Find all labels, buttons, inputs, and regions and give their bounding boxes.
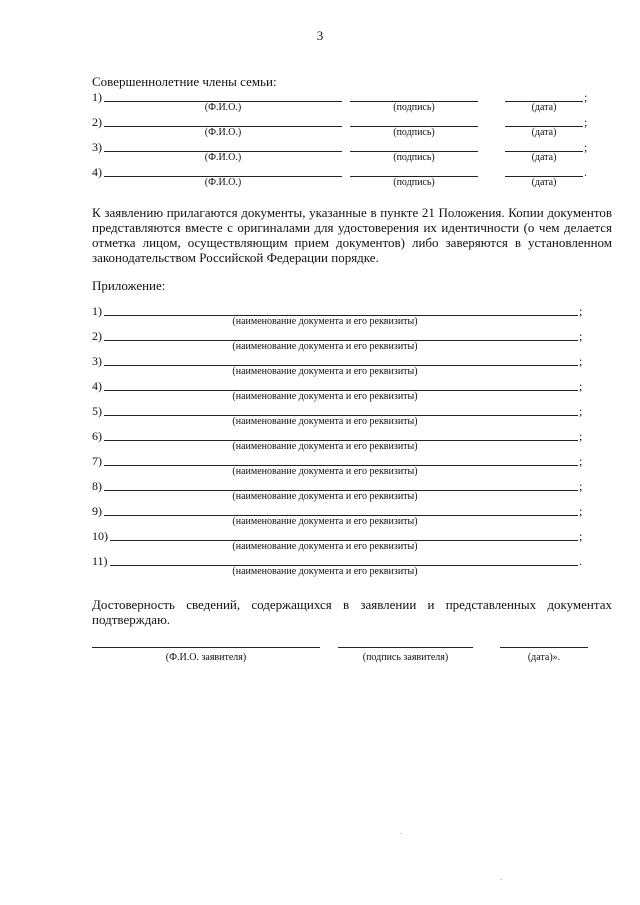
attachment-number: 6) [92, 429, 102, 443]
scan-artifact: . [400, 826, 403, 836]
family-signature-caption: (подпись) [393, 177, 435, 188]
attachment-caption: (наименование документа и его реквизиты) [232, 491, 418, 502]
attachment-number: 8) [92, 479, 102, 493]
applicant-name-line [92, 647, 320, 648]
confirmation-text: Достоверность сведений, содержащихся в заявлении и представленных документах подтверждаю. [92, 597, 612, 627]
family-name-caption: (Ф.И.О.) [204, 127, 242, 138]
family-name-caption: (Ф.И.О.) [204, 102, 242, 113]
family-date-caption: (дата) [531, 102, 557, 113]
applicant-name-caption: (Ф.И.О. заявителя) [165, 652, 247, 663]
family-row-number: 2) [92, 115, 102, 129]
applicant-date-caption: (дата)». [527, 652, 561, 663]
attachment-caption: (наименование документа и его реквизиты) [232, 366, 418, 377]
attachment-caption: (наименование документа и его реквизиты) [232, 391, 418, 402]
attachment-number: 11) [92, 554, 108, 568]
family-date-caption: (дата) [531, 177, 557, 188]
documents-paragraph: К заявлению прилагаются документы, указанные в пункте 21 Положения. Копии документов представляются вместе с оригиналами для удостоверения их идентичности (о чем делается отметка лицом, осуществляющим прием документов) либо заверяются в установленном законодательством Российской Федерации порядке. [92, 205, 612, 265]
family-row-terminator: ; [584, 140, 588, 154]
attachment-terminator: ; [579, 529, 583, 543]
attachment-number: 5) [92, 404, 102, 418]
family-row-number: 3) [92, 140, 102, 154]
page-number: 3 [316, 28, 324, 43]
family-name-caption: (Ф.И.О.) [204, 177, 242, 188]
applicant-date-line [500, 647, 588, 648]
family-section-title: Совершеннолетние члены семьи: [92, 74, 277, 89]
attachment-terminator: . [579, 554, 582, 568]
attachment-number: 1) [92, 304, 102, 318]
attachment-caption: (наименование документа и его реквизиты) [232, 541, 418, 552]
attachment-terminator: ; [579, 429, 583, 443]
scan-artifact: . [500, 872, 503, 882]
attachment-number: 7) [92, 454, 102, 468]
family-row-number: 1) [92, 90, 102, 104]
applicant-signature-line [338, 647, 473, 648]
attachment-number: 2) [92, 329, 102, 343]
family-row-terminator: . [584, 165, 587, 179]
family-row-number: 4) [92, 165, 102, 179]
attachment-terminator: ; [579, 404, 583, 418]
attachments-title: Приложение: [92, 278, 166, 293]
attachment-caption: (наименование документа и его реквизиты) [232, 466, 418, 477]
applicant-signature-caption: (подпись заявителя) [362, 652, 449, 663]
attachment-caption: (наименование документа и его реквизиты) [232, 416, 418, 427]
attachment-terminator: ; [579, 329, 583, 343]
family-signature-caption: (подпись) [393, 152, 435, 163]
attachment-caption: (наименование документа и его реквизиты) [232, 516, 418, 527]
attachment-caption: (наименование документа и его реквизиты) [232, 566, 418, 577]
family-signature-caption: (подпись) [393, 127, 435, 138]
family-date-caption: (дата) [531, 152, 557, 163]
attachment-terminator: ; [579, 379, 583, 393]
attachment-terminator: ; [579, 304, 583, 318]
attachment-number: 10) [92, 529, 108, 543]
attachment-terminator: ; [579, 454, 583, 468]
attachment-caption: (наименование документа и его реквизиты) [232, 341, 418, 352]
attachment-terminator: ; [579, 479, 583, 493]
attachment-terminator: ; [579, 504, 583, 518]
attachment-caption: (наименование документа и его реквизиты) [232, 316, 418, 327]
family-row-terminator: ; [584, 115, 588, 129]
attachment-number: 4) [92, 379, 102, 393]
attachment-terminator: ; [579, 354, 583, 368]
family-date-caption: (дата) [531, 127, 557, 138]
attachment-number: 9) [92, 504, 102, 518]
attachment-number: 3) [92, 354, 102, 368]
family-signature-caption: (подпись) [393, 102, 435, 113]
family-row-terminator: ; [584, 90, 588, 104]
family-name-caption: (Ф.И.О.) [204, 152, 242, 163]
attachment-caption: (наименование документа и его реквизиты) [232, 441, 418, 452]
